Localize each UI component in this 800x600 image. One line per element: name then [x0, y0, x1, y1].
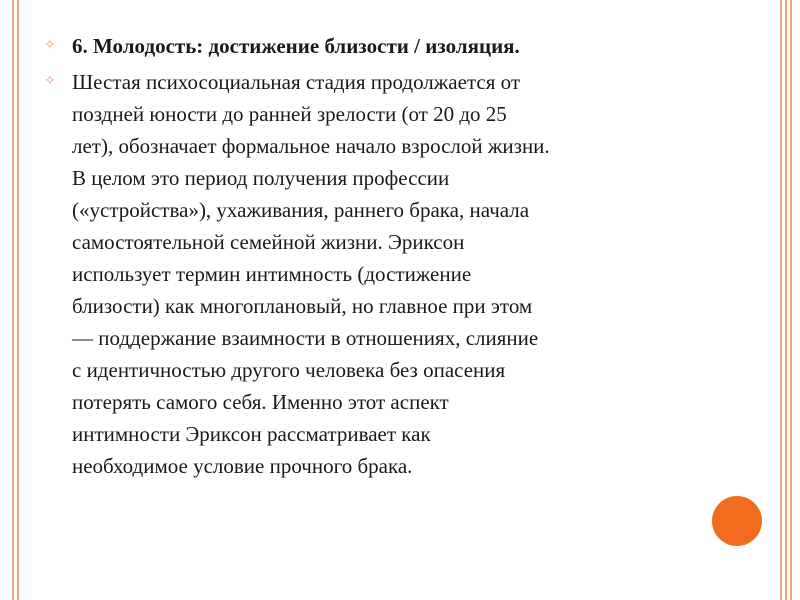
bullet-body: [44, 66, 704, 482]
right-border-line: [790, 0, 792, 600]
decorative-orange-circle: [712, 496, 762, 546]
bullet-marker-icon: ✧: [44, 37, 56, 53]
slide-body-text: Шестая психосоциальная стадия продолжается от поздней юности до ранней зрелости (от 20 до 25 лет), обозначает формальное начало взрослой жизни. В целом это период получения профессии («устройства»), ухаживания, раннего брака, начала самостоятельной семейной жизни. Эриксон использует термин интимность (достижение близости) как многоплановый, но главное при этом — поддержание взаимности в отношениях, слияние с идентичностью другого человека без опасения потерять самого себя. Именно этот аспект интимности Эриксон рассматривает как необходимое условие прочного брака.: [72, 70, 550, 478]
bullet-marker-icon: ✧: [44, 73, 56, 89]
right-border-line: [780, 0, 782, 600]
right-border-line: [785, 0, 787, 600]
bullet-heading: [44, 30, 704, 62]
slide-content: [44, 30, 704, 482]
left-border-line: [17, 0, 19, 600]
slide-heading: 6. Молодость: достижение близости / изоляция.: [72, 34, 520, 58]
left-border-line: [12, 0, 14, 600]
